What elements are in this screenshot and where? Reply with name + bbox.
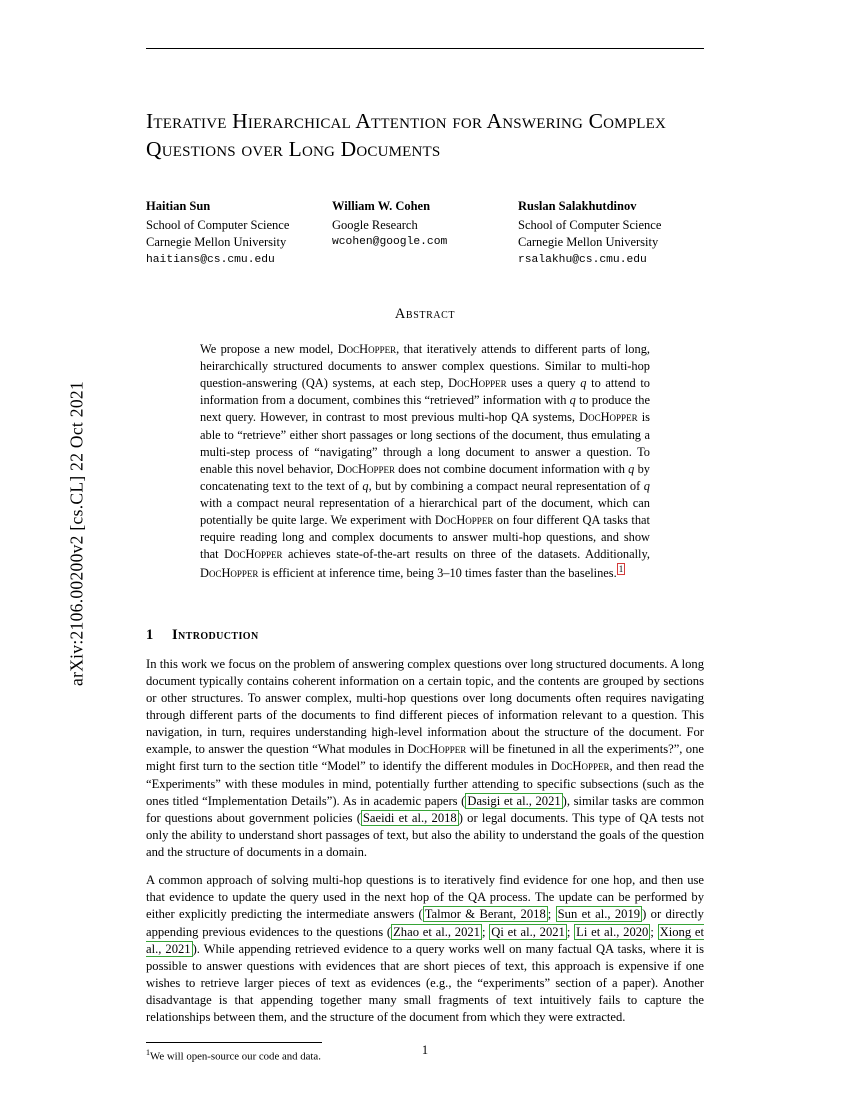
math-symbol: q [628, 461, 635, 476]
author-email: wcohen@google.com [332, 236, 448, 249]
citation-link[interactable]: Saeidi et al., 2018 [362, 810, 457, 825]
section-number: 1 [146, 626, 154, 643]
footnote-marker: 1 [146, 1048, 150, 1058]
author-name: Haitian Sun [146, 198, 211, 213]
author-affiliation-line1: Google Research [332, 217, 418, 232]
author-email: haitians@cs.cmu.edu [146, 254, 275, 266]
arxiv-stamp: arXiv:2106.00200v2 [cs.CL] 22 Oct 2021 [66, 381, 87, 686]
citation-link[interactable]: Zhao et al., 2021 [393, 924, 480, 939]
footnote-text: We will open-source our code and data. [150, 1050, 321, 1063]
author-block [518, 198, 704, 268]
citation-link[interactable]: Dasigi et al., 2021 [467, 793, 561, 808]
citation-link[interactable]: Xiong et al., 2021 [146, 924, 704, 956]
paper-content [146, 48, 704, 1064]
math-symbol: q [643, 478, 650, 493]
section-heading-introduction [146, 627, 704, 644]
author-list [146, 198, 704, 268]
math-symbol: q [362, 478, 369, 493]
author-email: rsalakhu@cs.cmu.edu [518, 254, 647, 266]
abstract-heading: Abstract [394, 306, 456, 323]
section-title: Introduction [172, 626, 259, 643]
citation-link[interactable]: Sun et al., 2019 [557, 907, 641, 922]
model-name: DocHopper [337, 342, 397, 357]
page-title: Iterative Hierarchical Attention for Answering Complex Questions over Long Documents [146, 109, 667, 162]
citation-link[interactable]: Qi et al., 2021 [491, 924, 565, 939]
author-name: Ruslan Salakhutdinov [518, 198, 637, 213]
model-name: DocHopper [407, 742, 467, 757]
model-name: DocHopper [579, 410, 638, 425]
page-number: 1 [421, 1043, 429, 1057]
paragraph: In this work we focus on the problem of answering complex questions over long structured documents. A long document typically contains coherent information on a certain topic, and the contents are grouped by sections or other structures. To answer complex, multi-hop questions over long documents often requires navigating through different parts of the documents to find different pieces of information relevant to a question. This navigation, in turn, requires understanding high-level information about the structure of the document. For example, to answer the question “What modules in DocHopper will be finetuned in all the experiments?”, one might first turn to the section title “Model” to identify the different modules in DocHopper, and then read the “Experiments” with these modules in mind, potentially further attending to specific subsections (such as the ones titled “Implementation Details”). As in academic papers ( Dasigi et al., 2021 ), similar tasks are common for questions about government policies ( Saeidi et al., 2018 ) or legal documents. This type of QA tests not only the ability to understand short passages of text, but also the ability to understand the goals of the question and the structure of documents in a domain. [146, 656, 704, 860]
model-name: DocHopper [336, 461, 396, 476]
abstract-body: We propose a new model, DocHopper, that iteratively attends to different parts of long, heirarchically structured documents to answer complex questions. Similar to multi-hop question-answering (QA) systems, at each step, DocHopper uses a query q to attend to information from a document, combines this “retrieved” information with q to produce the next query. However, in contrast to most previous multi-hop QA systems, DocHopper is able to “retrieve” either short passages or long sections of the document, thus emulating a multi-step process of “navigating” through a long document to answer a question. To enable this novel behavior, DocHopper does not combine document information with q by concatenating text to the text of q, but by combining a compact neural representation of q with a compact neural representation of a hierarchical part of the document, which can potentially be quite large. We experiment with DocHopper on four different QA tasks that require reading long and complex documents to answer multi-hop questions, and show that DocHopper achieves state-of-the-art results on three of the datasets. Additionally, DocHopper is efficient at inference time, being 3–10 times faster than the baselines. $^1$ [200, 342, 651, 581]
model-name: DocHopper [448, 376, 507, 391]
author-block [146, 198, 332, 268]
author-affiliation-line2: Carnegie Mellon University [518, 235, 659, 250]
model-name: DocHopper [550, 759, 610, 774]
model-name: DocHopper [224, 547, 283, 562]
author-affiliation-line1: School of Computer Science [146, 217, 290, 232]
model-name: DocHopper [434, 513, 494, 528]
author-block [332, 198, 518, 268]
math-symbol: q [580, 376, 587, 391]
author-name: William W. Cohen [332, 198, 431, 213]
author-affiliation-line2: Carnegie Mellon University [146, 235, 287, 250]
footnote-reference-link[interactable]: 1 [618, 564, 624, 575]
model-name: DocHopper [200, 566, 259, 581]
paragraph: A common approach of solving multi-hop questions is to iteratively find evidence for one hop, and then use that evidence to update the query used in the next hop of the QA process. The update can be performed by either explicitly predicting the intermediate answers ( Talmor & Berant, 2018 ; Sun et al., 2019 ) or directly appending previous evidences to the questions ( Zhao et al., 2021 ; Qi et al., 2021 ; Li et al., 2020 ; Xiong et al., 2021 ). While appending retrieved evidence to a query works well on many factual QA tasks, where it is possible to answer questions with evidences that are short pieces of text, this approach is expensive if one wishes to retrieve larger pieces of text as evidences (e.g., the “experiments” section of a paper). Another disadvantage is that appending together many small fragments of text intuitively fails to capture the relationships between them, and the structure of the document from which they were extracted. [146, 873, 704, 1025]
author-affiliation-line1: School of Computer Science [518, 217, 662, 232]
citation-link[interactable]: Li et al., 2020 [576, 924, 649, 939]
citation-link[interactable]: Talmor & Berant, 2018 [424, 907, 546, 922]
math-symbol: q [569, 393, 576, 408]
header-rule [146, 48, 704, 49]
